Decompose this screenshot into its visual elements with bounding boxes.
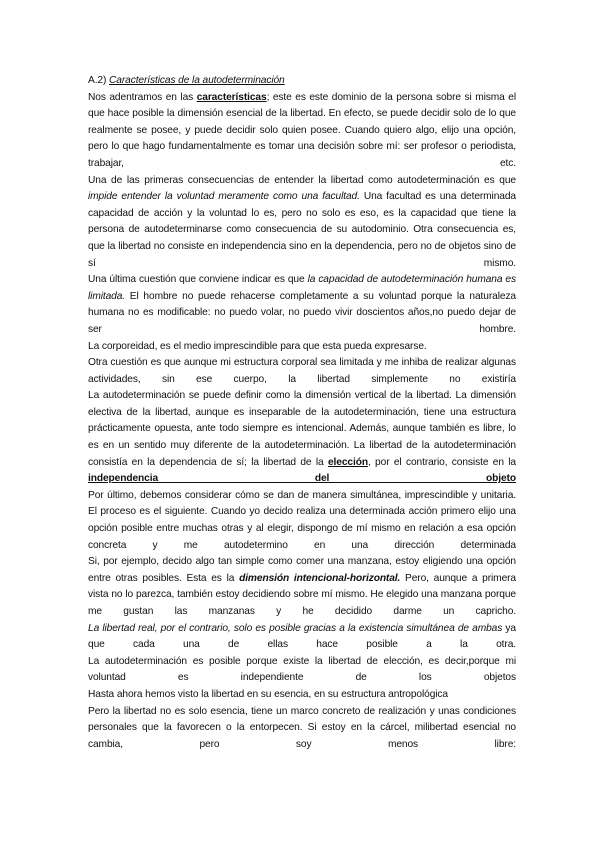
paragraph-9 [88,554,516,620]
p11-text: La autodeterminación es posible porque existe la libertad de elección, es decir,porque mi voluntad es independiente de los objetos [88,655,516,684]
p10-text-b: ya que cada una de ellas hace posible a la otra. [88,622,516,651]
paragraph-12: Hasta ahora hemos visto la libertad en su esencia, en su estructura antropológica [88,688,448,700]
paragraph-10 [88,621,516,654]
p2-text-c: Una facultad es una determinada capacidad de acción y la voluntad lo es, pero no solo es eso, es la capacidad que tiene la persona de autodeterminarse como consecuencia de su autodominio. Otra consecuencia es, que la libertad no consiste en independencia sino en la dependencia, pero no de objetos sino de sí mismo. [88,191,516,269]
p8-text: El proceso es el siguiente. Cuando yo decido realiza una determinada acción primero elijo una opción posible entre muchas otras y al elegir, dispongo de mí mismo en relación a esa opción concreta y me autodetermino en una dirección determinada [88,506,516,551]
p9-text-c: Pero, aunque a primera vista no lo parezca, también estoy decidiendo sobre mí mismo. He elegido una manzana porque me gustan las manzanas y he decidido darme un capricho. [88,572,516,617]
paragraph-3 [88,272,516,338]
paragraph-13 [88,704,516,754]
p5-text: Otra cuestión es que aunque mi estructura corporal sea limitada y me inhiba de realizar algunas actividades, sin ese cuerpo, la libertad simplemente no existiría [88,357,516,385]
paragraph-7 [88,488,516,505]
paragraph-4: La corporeidad, es el medio imprescindible para que esta pueda expresarse. [88,340,427,352]
p6-text-a: La autodeterminación se puede definir como la dimensión vertical de la libertad. La dimensión electiva de la libertad, aunque es inseparable de la autodeterminación, tiene una estructura prácticamente opuesta, ante todo siempre es intencional. Además, aunque también es libre, lo es en un sentido muy diferente de la autodeterminación. La libertad de la autodeterminación consistía en la dependencia de sí; la libertad de la [88,390,516,468]
p3-text-c: El hombre no puede rehacerse completamente a su voluntad porque la naturaleza humana no es modificable: no puedo volar, no puedo vivir doscientos años,no puedo dejar de ser hombre. [88,290,516,335]
p3-text-a: Una última cuestión que conviene indicar es que [88,274,308,286]
section-heading [88,73,516,90]
paragraph-5 [88,355,516,388]
p10-italic: La libertad real, por el contrario, solo es posible gracias a la existencia simultánea de ambas [88,622,503,634]
p1-text-a: Nos adentramos en las [88,91,197,103]
p1-text-c: ; este es este dominio de la persona sobre si misma el que hace posible la dimensión esencial de la libertad. En efecto, se puede decidir solo de lo que realmente se posee, y puede decidir solo quien posee. Cuando quiero algo, elijo una opción, pero lo que hago fundamentalmente es tomar una decisión sobre mí: ser profesor o periodista, trabajar, etc. [88,91,516,169]
paragraph-6 [88,388,516,488]
heading-prefix: A.2) [88,75,110,86]
p2-text-a: Una de las primeras consecuencias de entender la libertad como autodeterminación es que [88,174,516,186]
p1-keyword: características [196,91,267,103]
p3-italic: la capacidad de autodeterminación humana es limitada. [88,274,516,302]
p7-text: Por último, debemos considerar cómo se dan de manera simultánea, imprescindible y unitaria. [88,489,516,501]
p9-text-a: Si, por ejemplo, decido algo tan simple como comer una manzana, estoy eligiendo una opción entre otras posibles. Esta es la [88,556,516,584]
p6-text-c: , por el contrario, consiste en la [367,456,516,468]
p6-keyword-independencia: independencia del objeto [88,473,516,485]
paragraph-11 [88,654,516,687]
p2-italic: impide entender la voluntad meramente como una facultad. [88,191,360,203]
heading-title: Características de la autodeterminación [109,75,285,86]
paragraph-1 [88,90,516,173]
p6-keyword-eleccion: elección [327,456,368,468]
p13-text: Pero la libertad no es solo esencia, tiene un marco concreto de realización y unas condiciones personales que la favorecen o la entorpecen. Si estoy en la cárcel, milibertad esencial no cambia, pero soy menos libre: [88,705,516,750]
paragraph-2 [88,173,516,273]
p9-keyword: dimensión intencional-horizontal. [239,572,401,584]
document-body [88,73,516,753]
paragraph-8 [88,504,516,554]
